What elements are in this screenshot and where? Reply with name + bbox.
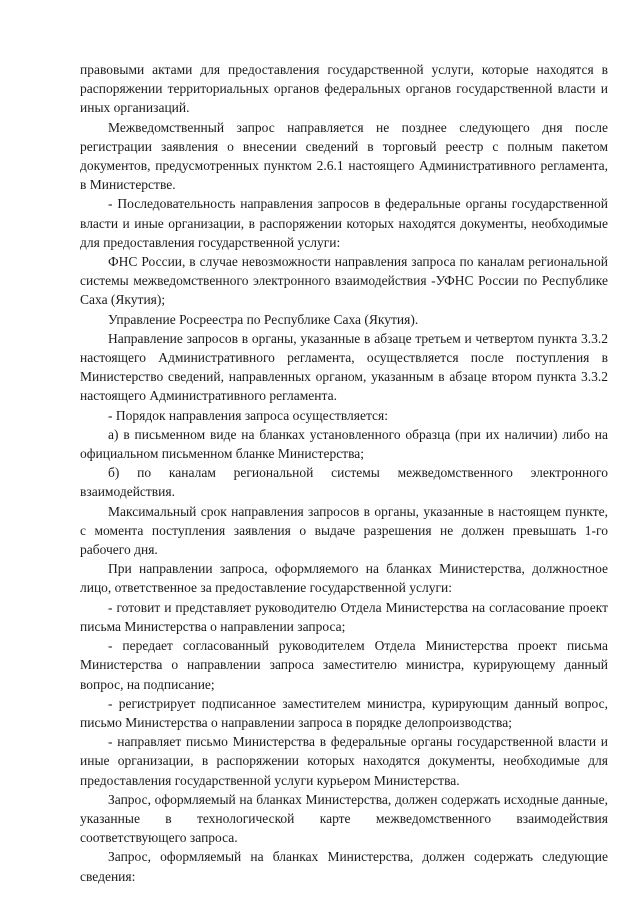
paragraph: а) в письменном виде на бланках установленного образца (при их наличии) либо на официальном письменном бланке Министерства; (80, 426, 608, 462)
paragraph: - направляет письмо Министерства в федеральные органы государственной власти и иные организации, в распоряжении которых находятся документы, необходимые для предоставления государственной услуги курьером Министерства. (80, 734, 608, 788)
paragraph: Управление Росреестра по Республике Саха (Якутия). (108, 311, 419, 327)
paragraph: ФНС России, в случае невозможности направления запроса по каналам региональной системы межведомственного электронного взаимодействия -УФНС России по Республике Саха (Якутия); (80, 254, 608, 308)
paragraph: б) по каналам региональной системы межведомственного электронного взаимодействия. (80, 465, 608, 500)
paragraph: - Последовательность направления запросов в федеральные органы государственной власти и иные организации, в распоряжении которых находятся документы, необходимые для предоставления государственной услуги: (80, 196, 608, 250)
paragraph: - Порядок направления запроса осуществляется: (108, 407, 388, 423)
paragraph: Максимальный срок направления запросов в органы, указанные в настоящем пункте, с момента поступления заявления о выдаче разрешения не должен превышать 1-го рабочего дня. (80, 503, 608, 558)
paragraph: При направлении запроса, оформляемого на бланках Министерства, должностное лицо, ответственное за предоставление государственной услуги: (80, 561, 608, 596)
paragraph: Запрос, оформляемый на бланках Министерства, должен содержать исходные данные, указанные в технологической карте межведомственного взаимодействия соответствующего запроса. (80, 791, 608, 846)
paragraph: Направление запросов в органы, указанные в абзаце третьем и четвертом пункта 3.3.2 настоящего Административного регламента, осуществляется после поступления в Министерство сведений, направленных органом, указанным в абзаце втором пункта 3.3.2 настоящего Административного регламента. (80, 330, 608, 404)
paragraph: Запрос, оформляемый на бланках Министерства, должен содержать следующие сведения: (80, 849, 608, 884)
paragraph: - передает согласованный руководителем Отдела Министерства проект письма Министерства о направлении запроса заместителю министра, курирующему данный вопрос, на подписание; (80, 638, 608, 692)
paragraph: Межведомственный запрос направляется не позднее следующего дня после регистрации заявления о внесении сведений в торговый реестр с полным пакетом документов, предусмотренных пунктом 2.6.1 настоящего Административного регламента, в Министерстве. (80, 119, 608, 193)
paragraph: - регистрирует подписанное заместителем министра, курирующим данный вопрос, письмо Министерства о направлении запроса в порядке делопроизводства; (80, 695, 608, 730)
document-page (80, 60, 608, 886)
paragraph: правовыми актами для предоставления государственной услуги, которые находятся в распоряжении территориальных органов федеральных органов государственной власти и иных организаций. (80, 62, 608, 116)
paragraph: - готовит и представляет руководителю Отдела Министерства на согласование проект письма Министерства о направлении запроса; (80, 599, 608, 634)
